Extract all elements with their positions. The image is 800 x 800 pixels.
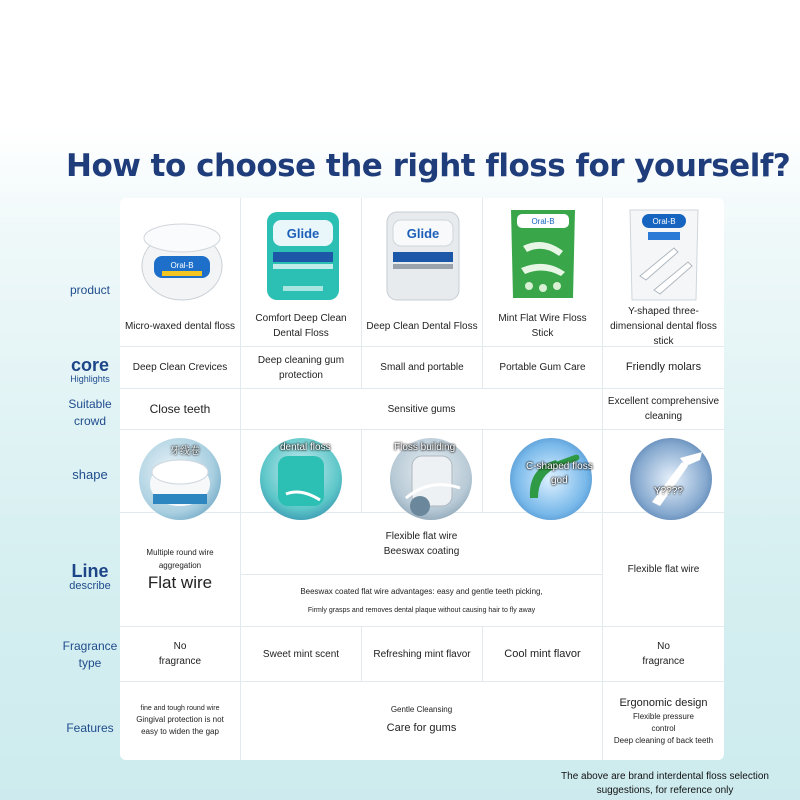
svg-text:Glide: Glide bbox=[286, 226, 320, 241]
comparison-table bbox=[120, 198, 724, 760]
features-1: fine and tough round wire Gingival protection is not easy to widen the gap bbox=[136, 705, 224, 736]
footer-note: The above are brand interdental floss selection suggestions, for reference only bbox=[561, 771, 769, 796]
core-2: Deep cleaning gum protection bbox=[257, 354, 345, 381]
row-label-suitable: Suitable crowd bbox=[68, 397, 112, 428]
product-name-3: Deep Clean Dental Floss bbox=[366, 320, 478, 332]
suitable-1: Close teeth bbox=[149, 401, 211, 416]
line-1: Multiple round wire aggregation Flat wire bbox=[146, 547, 214, 592]
product-name-2: Comfort Deep Clean Dental Floss bbox=[255, 313, 347, 339]
shape-label-2: dental floss bbox=[280, 442, 331, 453]
mint-floss-stick-image bbox=[493, 206, 593, 306]
row-label-line: Line describe bbox=[69, 561, 111, 592]
fragrance-4: Cool mint flavor bbox=[504, 647, 581, 660]
page-title: How to choose the right floss for yourself? bbox=[66, 148, 791, 184]
line-middle-bottom: Beeswax coated flat wire advantages: easy and gentle teeth picking, Firmly grasps and removes dental plaque without causing hair to fly away bbox=[300, 586, 543, 614]
svg-text:Glide: Glide bbox=[406, 226, 440, 241]
features-5: Ergonomic design Flexible pressure control Deep cleaning of back teeth bbox=[613, 697, 714, 745]
core-1: Deep Clean Crevices bbox=[132, 362, 228, 373]
core-5: Friendly molars bbox=[625, 361, 702, 373]
deep-clean-floss-image bbox=[373, 206, 473, 306]
y-shaped-floss-stick-image bbox=[614, 206, 714, 306]
suitable-middle: Sensitive gums bbox=[387, 403, 456, 415]
shape-label-3: Floss building bbox=[394, 442, 456, 453]
shape-label-5: Y???? bbox=[654, 486, 683, 497]
row-label-shape: shape bbox=[72, 467, 108, 482]
svg-text:Oral-B: Oral-B bbox=[531, 217, 555, 226]
product-name-5: Y-shaped three-dimensional dental floss stick bbox=[610, 305, 717, 347]
shape-y-floss-image bbox=[630, 438, 712, 520]
fragrance-1: No fragrance bbox=[158, 641, 202, 667]
core-3: Small and portable bbox=[380, 362, 464, 373]
line-middle-top: Flexible flat wire Beeswax coating bbox=[383, 530, 460, 557]
fragrance-3: Refreshing mint flavor bbox=[373, 648, 471, 660]
features-middle: Gentle Cleansing Care for gums bbox=[386, 705, 457, 734]
row-label-fragrance: Fragrance type bbox=[62, 639, 118, 670]
product-name-4: Mint Flat Wire Floss Stick bbox=[498, 313, 587, 339]
shape-label-4: C-shaped floss god bbox=[526, 461, 593, 486]
comfort-floss-image bbox=[253, 206, 353, 306]
product-name-1: Micro-waxed dental floss bbox=[124, 320, 236, 332]
fragrance-2: Sweet mint scent bbox=[262, 648, 340, 660]
row-label-core: core Highlights bbox=[70, 355, 110, 384]
row-label-product: product bbox=[69, 283, 111, 297]
row-label-features: Features bbox=[66, 721, 114, 735]
line-5: Flexible flat wire bbox=[627, 564, 700, 575]
core-4: Portable Gum Care bbox=[499, 362, 586, 373]
svg-text:Oral-B: Oral-B bbox=[652, 217, 676, 226]
suitable-5: Excellent comprehensive cleaning bbox=[607, 396, 720, 422]
fragrance-5: No fragrance bbox=[642, 641, 685, 667]
micro-waxed-floss-image bbox=[132, 206, 232, 306]
oral-b-logo: Oral-B bbox=[170, 261, 194, 270]
shape-label-1: 牙线卷 bbox=[170, 446, 200, 457]
